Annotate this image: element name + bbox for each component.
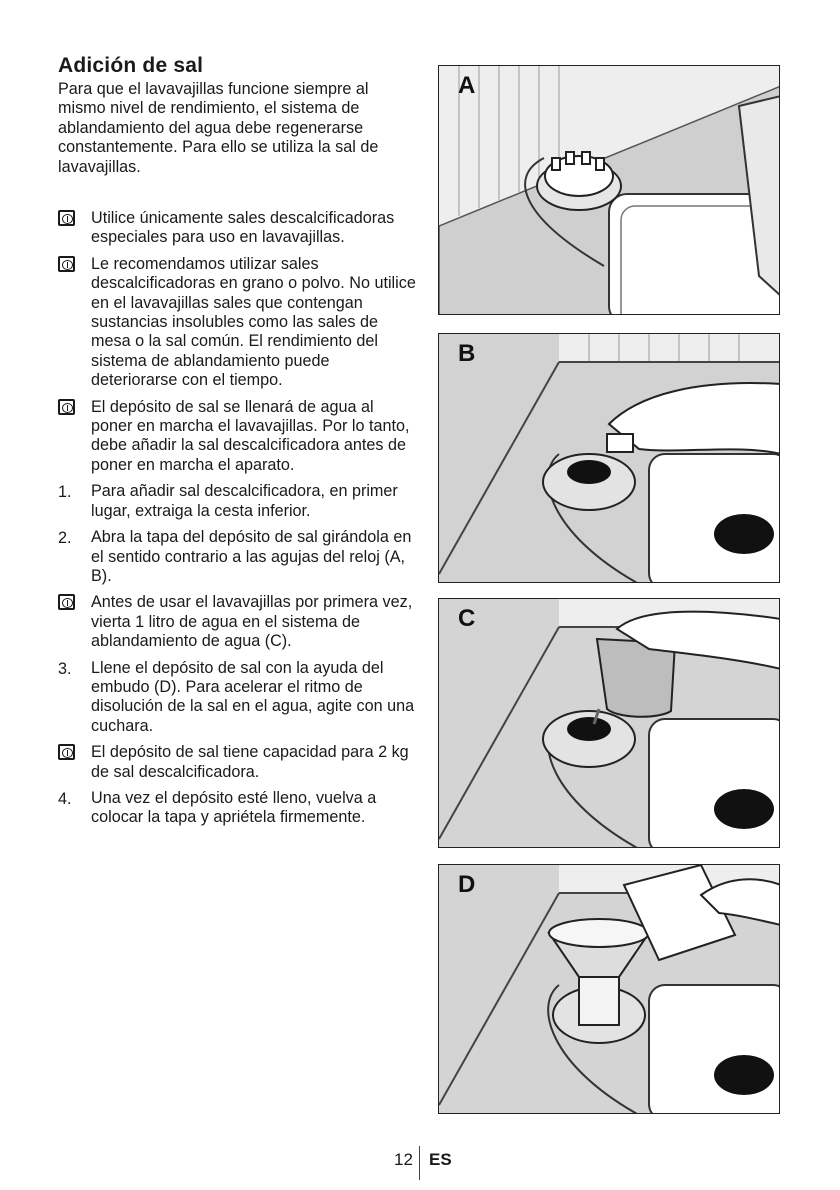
info-icon	[58, 210, 75, 226]
list-item-text: Abra la tapa del depósito de sal girándola en el sentido contrario a las agujas del reloj (A, B).	[91, 528, 412, 585]
footer-divider	[419, 1146, 420, 1180]
list-item-text: Llene el depósito de sal con la ayuda del embudo (D). Para acelerar el ritmo de disolución de la sal en el agua, agite con una cuchara.	[91, 658, 415, 735]
list-item-text: Para añadir sal descalcificadora, en primer lugar, extraiga la cesta inferior.	[91, 482, 398, 520]
list-item-text: Le recomendamos utilizar sales descalcificadoras en grano o polvo. No utilice en el lavavajillas sales que contengan sustancias insolubles como las sales de mesa o la sal común. El rendimiento del sistema de ablandamiento puede deteriorarse con el tiempo.	[91, 254, 416, 390]
figure-label-b: B	[458, 340, 476, 367]
page-number: 12	[394, 1150, 413, 1169]
figure-label-d: D	[458, 871, 476, 898]
figure-a	[438, 65, 780, 315]
language-code: ES	[429, 1150, 452, 1169]
figure-b	[438, 333, 780, 583]
list-item-text: Antes de usar el lavavajillas por primera vez, vierta 1 litro de agua en el sistema de ablandamiento de agua (C).	[91, 593, 413, 651]
figure-d	[438, 864, 780, 1114]
step-number: 4.	[58, 789, 72, 808]
list-item	[58, 789, 418, 828]
list-item	[58, 255, 418, 391]
figure-label-a: A	[458, 72, 476, 99]
figure-d-illustration	[439, 865, 780, 1114]
figure-b-illustration	[439, 334, 780, 583]
figure-c-illustration	[439, 599, 780, 848]
info-icon	[58, 594, 75, 610]
figure-c	[438, 598, 780, 848]
list-item	[58, 528, 418, 586]
list-item-text: El depósito de sal se llenará de agua al poner en marcha el lavavajillas. Por lo tanto, debe añadir la sal descalcificadora antes de poner en marcha el aparato.	[91, 397, 410, 474]
list-item	[58, 743, 418, 782]
info-icon	[58, 256, 75, 272]
list-item	[58, 593, 418, 651]
info-icon	[58, 744, 75, 760]
list-item	[58, 398, 418, 476]
figure-label-c: C	[458, 605, 476, 632]
step-number: 3.	[58, 659, 72, 678]
list-item-text: Una vez el depósito esté lleno, vuelva a colocar la tapa y apriétela firmemente.	[91, 788, 377, 827]
step-number: 1.	[58, 483, 72, 502]
step-number: 2.	[58, 529, 72, 548]
figure-a-illustration	[439, 66, 780, 315]
list-item	[58, 659, 418, 737]
list-item-text: Utilice únicamente sales descalcificadoras especiales para uso en lavavajillas.	[91, 209, 395, 247]
list-item	[58, 482, 418, 521]
list-item-text: El depósito de sal tiene capacidad para 2 kg de sal descalcificadora.	[91, 743, 409, 781]
instruction-list	[58, 209, 418, 835]
info-icon	[58, 399, 75, 415]
intro-paragraph: Para que el lavavajillas funcione siempre al mismo nivel de rendimiento, el sistema de ablandamiento del agua debe regenerarse constantemente. Para ello se utiliza la sal de lavavajillas.	[58, 80, 379, 176]
list-item	[58, 209, 418, 248]
section-title: Adición de sal	[58, 54, 204, 77]
